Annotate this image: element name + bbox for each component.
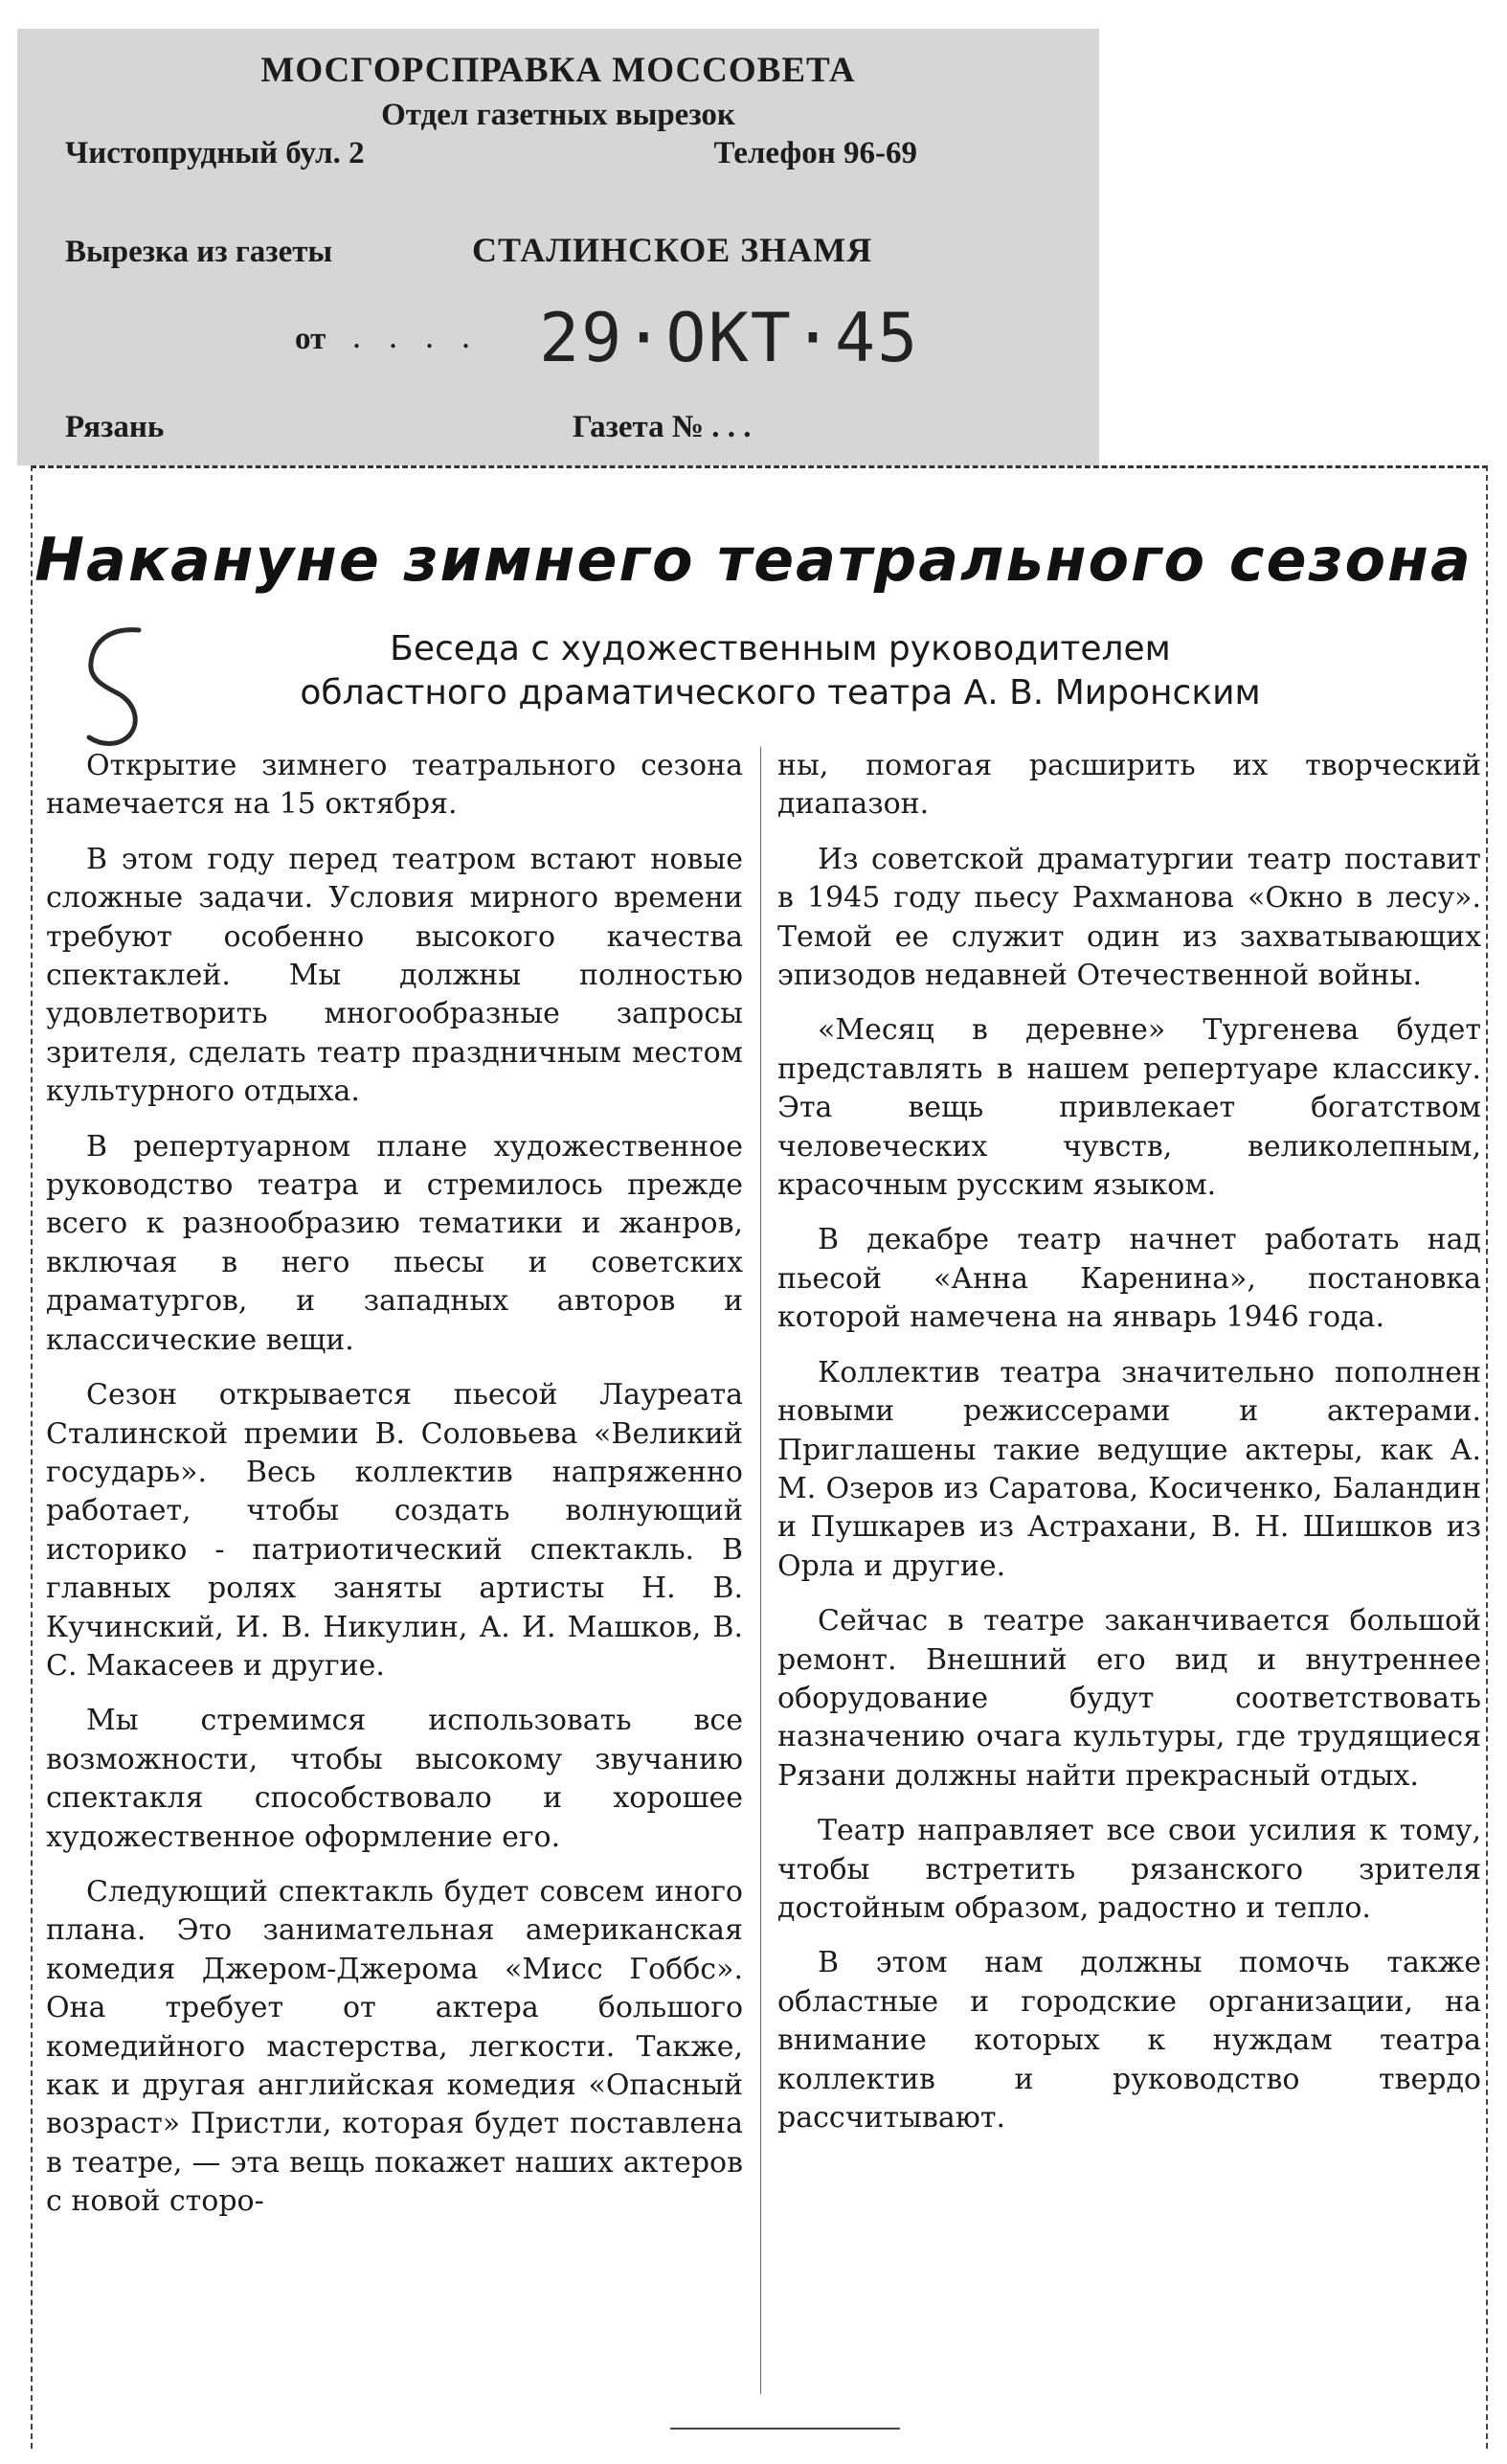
- paragraph: Коллектив театра значительно пополнен новыми режиссерами и актерами. Приглашены такие ведущие актеры, как А. М. Озеров из Саратова, Косиченко, Баландин и Пушкарев из Астрахани, В. Н. Шишков из Орла и другие.: [777, 1355, 1481, 1583]
- paragraph: Следующий спектакль будет совсем иного плана. Это занимательная американская комедия Джером-Джерома «Мисс Гоббс». Она требует от актера большого комедийного мастерства, легкости. Также, как и другая английская комедия «Опасный возраст» Пристли, которая будет поставлена в театре, — эта вещь покажет наших актеров с новой сторо-: [46, 1874, 743, 2219]
- city-name: Рязань: [65, 410, 165, 444]
- handwritten-mark: [72, 622, 158, 757]
- agency-name: МОСГОРСПРАВКА МОССОВЕТА: [260, 51, 856, 90]
- paragraph: В этом нам должны помочь также областные и городские организации, на внимание которых к нуждам театра коллектив и руководство твердо рассчитывают.: [777, 1946, 1481, 2135]
- department-name: Отдел газетных вырезок: [381, 98, 735, 132]
- subheading-line-1: Беседа с художественным руководителем: [390, 629, 1171, 668]
- clipping-service-stamp: [17, 29, 1099, 465]
- paragraph: В декабре театр начнет работать над пьесой «Анна Каренина», постановка которой намечена на январь 1946 года.: [777, 1223, 1481, 1335]
- paragraph-continuation: ны, помогая расширить их творческий диапазон.: [777, 749, 1481, 822]
- paragraph: Сезон открывается пьесой Лауреата Сталинской премии В. Соловьева «Великий государь». Весь коллектив напряженно работает, чтобы создать волнующий историко - патриотический спектакль. В главных ролях заняты артисты Н. В. Кучинский, И. В. Никулин, А. И. Машков, В. С. Макасеев и другие.: [46, 1378, 743, 1683]
- agency-address: Чистопрудный бул. 2: [65, 136, 365, 170]
- date-dots: . . . .: [352, 317, 480, 355]
- article-column-right: [777, 747, 1481, 2154]
- paragraph: Открытие зимнего театрального сезона намечается на 15 октября.: [46, 749, 743, 822]
- clipping-date: 29·ОКТ·45: [539, 299, 920, 377]
- agency-phone: Телефон 96-69: [713, 136, 917, 170]
- article-column-left: [46, 747, 743, 2238]
- newspaper-name: СТАЛИНСКОЕ ЗНАМЯ: [472, 231, 873, 269]
- article-subheading: [187, 627, 1374, 715]
- subheading-line-2: областного драматического театра А. В. Миронским: [300, 673, 1261, 712]
- column-divider: [760, 747, 761, 2394]
- paragraph: Из советской драматургии театр поставит в 1945 году пьесу Рахманова «Окно в лесу». Темой ее служит один из захватывающих эпизодов недавней Отечественной войны.: [777, 842, 1481, 993]
- paragraph: Сейчас в театре заканчивается большой ремонт. Внешний его вид и внутреннее оборудование будут соответствовать назначению очага культуры, где трудящиеся Рязани должны найти прекрасный отдых.: [777, 1604, 1481, 1793]
- article-headline: Накануне зимнего театрального сезона: [34, 525, 1473, 595]
- issue-number-label: Газета № . . .: [573, 410, 752, 444]
- date-from-label: от: [295, 322, 326, 356]
- paragraph: Театр направляет все свои усилия к тому, чтобы встретить рязанского зрителя достойным образом, радостно и тепло.: [777, 1814, 1481, 1925]
- paragraph: В репертуарном плане художественное руководство театра и стремилось прежде всего к разнообразию тематики и жанров, включая в него пьесы и советских драматургов, и западных авторов и классические вещи.: [46, 1129, 743, 1357]
- paragraph: Мы стремимся использовать все возможности, чтобы высокому звучанию спектакля способствовало и хорошее художественное оформление его.: [46, 1704, 743, 1854]
- article-end-rule: [670, 2428, 900, 2430]
- clipping-label: Вырезка из газеты: [65, 235, 333, 269]
- paragraph: В этом году перед театром встают новые сложные задачи. Условия мирного времени требуют особенно высокого качества спектаклей. Мы должны полностью удовлетворить многообразные запросы зрителя, сделать театр праздничным местом культурного отдыха.: [46, 842, 743, 1109]
- paragraph: «Месяц в деревне» Тургенева будет представлять в нашем репертуаре классику. Эта вещь привлекает богатством человеческих чувств, великолепным, красочным русским языком.: [777, 1013, 1481, 1203]
